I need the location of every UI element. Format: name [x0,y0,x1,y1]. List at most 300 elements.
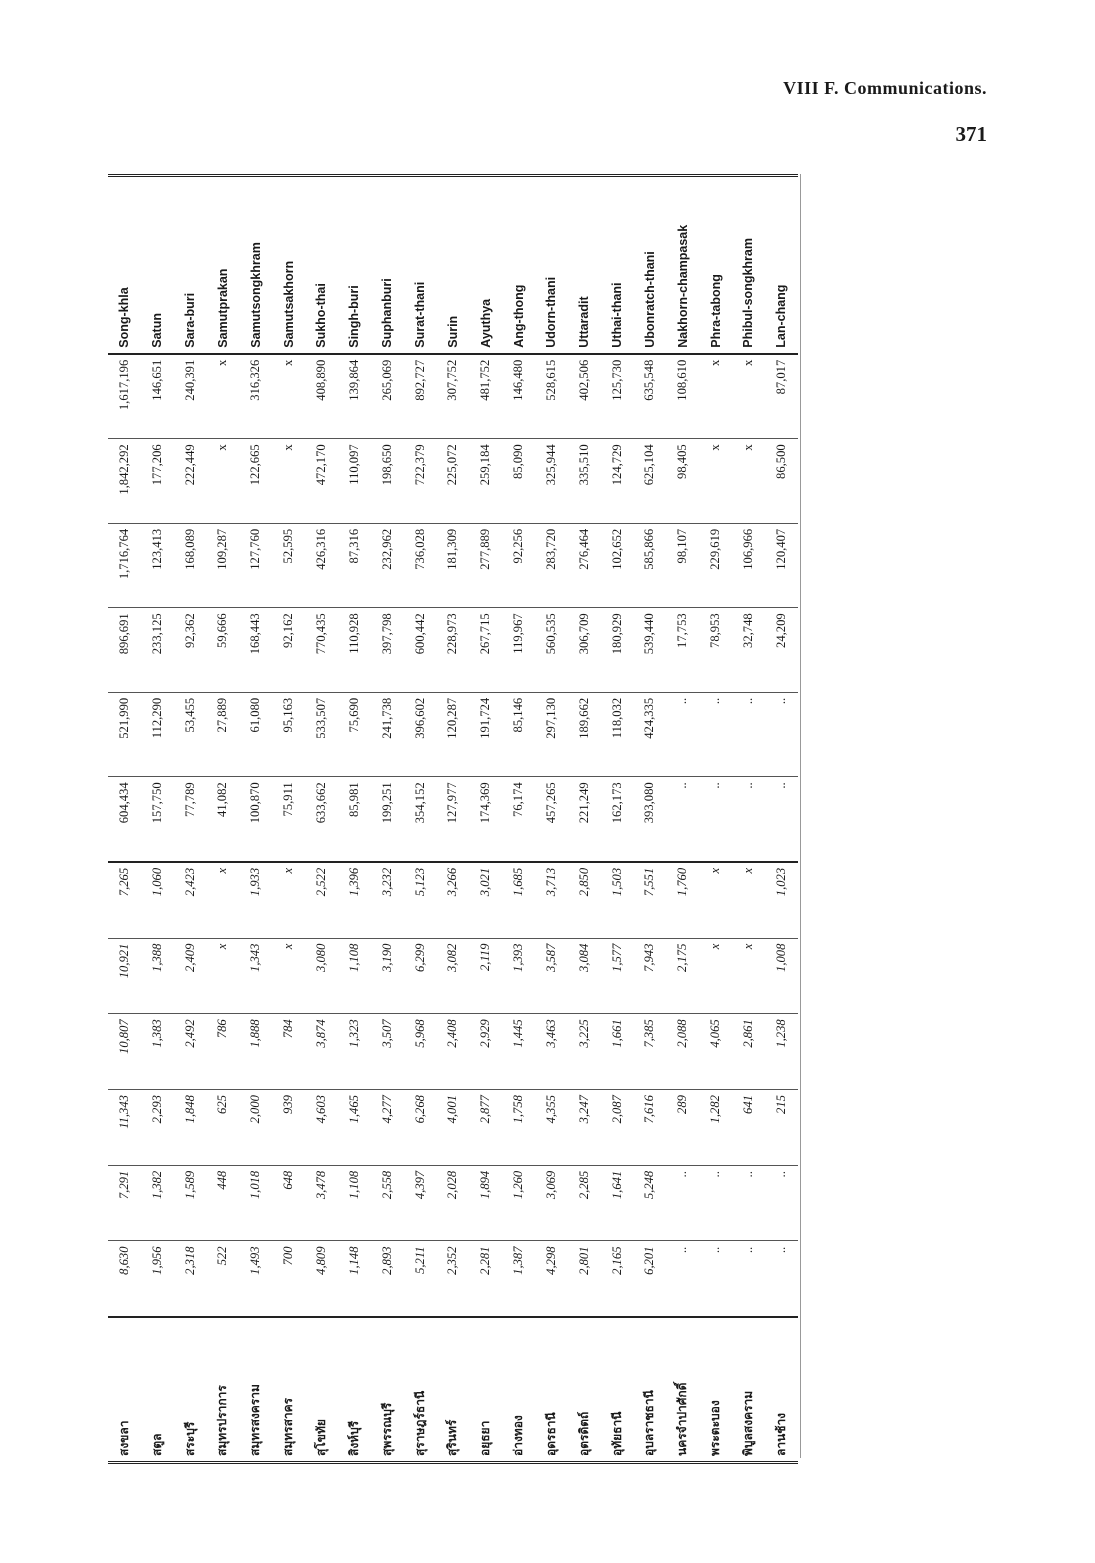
cell-value: 168,089 [174,523,207,608]
cell-value: 722,379 [404,439,437,524]
cell-value: 108,610 [666,354,699,439]
cell-value: 189,662 [568,692,601,777]
province-thai: สมุทรสาคร [272,1317,305,1461]
cell-count: .. [675,1246,690,1253]
cell-value: 539,440 [634,608,667,693]
cell-count: x [732,938,765,1014]
table-row [535,177,568,1461]
cell-value: 61,080 [239,692,272,777]
cell-count: 1,343 [239,938,272,1014]
cell-count: 10,921 [108,938,141,1014]
cell-value: 896,691 [108,608,141,693]
cell-value: 157,750 [141,777,174,862]
cell-value: 533,507 [305,692,338,777]
cell-value: 600,442 [404,608,437,693]
cell-value: 521,990 [108,692,141,777]
cell-count: 648 [272,1165,305,1241]
cell-count: 1,760 [666,862,699,938]
cell-value: 267,715 [469,608,502,693]
cell-value: 106,966 [732,523,765,608]
cell-count: 3,225 [568,1014,601,1090]
cell-value: 396,602 [404,692,437,777]
province-english: Uthai-thani [601,177,634,354]
table-row [371,177,404,1461]
page-edge [800,174,801,1458]
province-english: Udorn-thani [535,177,568,354]
cell-count: 1,396 [338,862,371,938]
cell-count: 2,492 [174,1014,207,1090]
table-row [601,177,634,1461]
cell-count: 2,119 [469,938,502,1014]
cell-count: 215 [765,1090,798,1166]
cell-value: 146,651 [141,354,174,439]
province-english: Phibul-songkhram [732,177,765,354]
cell-value: 86,500 [765,439,798,524]
cell-value: x [207,354,240,439]
cell-count: 3,069 [535,1165,568,1241]
cell-count: 2,165 [609,1246,624,1275]
cell-count: 2,558 [371,1165,404,1241]
cell-value: 92,256 [502,523,535,608]
table-row [338,177,371,1461]
cell-value: 174,369 [469,777,502,862]
cell-count: 1,661 [601,1014,634,1090]
cell-value: 120,287 [436,692,469,777]
cell-value: 635,548 [634,354,667,439]
cell-count: .. [740,1246,755,1253]
cell-count: 1,108 [338,938,371,1014]
cell-count: 2,861 [732,1014,765,1090]
cell-value: 354,152 [404,777,437,862]
province-english: Nakhorn-champasak [666,177,699,354]
table-row [108,177,141,1461]
cell-value: 59,666 [207,608,240,693]
table-row [141,177,174,1461]
cell-count: 3,874 [305,1014,338,1090]
cell-value: 124,729 [601,439,634,524]
cell-count: 5,211 [412,1246,427,1274]
province-thai: สมุทรสงคราม [239,1317,272,1461]
cell-count: 2,352 [445,1246,460,1275]
cell-value: 118,032 [601,692,634,777]
cell-count: 4,001 [436,1090,469,1166]
cell-value: .. [699,777,732,862]
province-english: Uttaradit [568,177,601,354]
cell-count: 2,281 [478,1246,493,1275]
cell-count: 1,888 [239,1014,272,1090]
cell-value: 177,206 [141,439,174,524]
cell-count: x [207,938,240,1014]
cell-count: 2,929 [469,1014,502,1090]
table-row [568,177,601,1461]
cell-value: 408,890 [305,354,338,439]
table-row [765,177,798,1461]
province-english: Phra-tabong [699,177,732,354]
cell-count: 2,293 [141,1090,174,1166]
cell-value: 191,724 [469,692,502,777]
cell-count: 289 [666,1090,699,1166]
cell-value: x [699,439,732,524]
cell-value: 119,967 [502,608,535,693]
cell-value: 560,535 [535,608,568,693]
province-english: Samutprakan [207,177,240,354]
cell-value: .. [699,692,732,777]
cell-value: 1,617,196 [108,354,141,439]
cell-count: 2,318 [182,1246,197,1275]
cell-value: 85,090 [502,439,535,524]
province-thai: อุตรดิตถ์ [568,1317,601,1461]
cell-count: 784 [272,1014,305,1090]
cell-count: 1,589 [174,1165,207,1241]
cell-count: 448 [207,1165,240,1241]
cell-value: 180,929 [601,608,634,693]
cell-value: 585,866 [634,523,667,608]
cell-value: x [732,354,765,439]
table-row [404,177,437,1461]
cell-value: 222,449 [174,439,207,524]
cell-value: 85,981 [338,777,371,862]
cell-value: 75,911 [272,777,305,862]
cell-count: 641 [732,1090,765,1166]
cell-value: 426,316 [305,523,338,608]
cell-count: 1,577 [601,938,634,1014]
cell-value: 32,748 [732,608,765,693]
cell-value: 232,962 [371,523,404,608]
cell-value: x [699,354,732,439]
cell-value: 397,798 [371,608,404,693]
cell-count: 4,298 [543,1246,558,1275]
cell-value: 120,407 [765,523,798,608]
cell-count: 1,445 [502,1014,535,1090]
cell-value: 110,928 [338,608,371,693]
cell-count: 4,065 [699,1014,732,1090]
cell-value: .. [666,777,699,862]
cell-count: 2,087 [601,1090,634,1166]
cell-count: 3,247 [568,1090,601,1166]
cell-value: 98,405 [666,439,699,524]
cell-count: 1,018 [239,1165,272,1241]
cell-value: 233,125 [141,608,174,693]
cell-count: 3,266 [436,862,469,938]
cell-value: .. [765,692,798,777]
cell-count: 1,387 [511,1246,526,1275]
table-row [207,177,240,1461]
cell-value: 892,727 [404,354,437,439]
table-row [469,177,502,1461]
cell-count: 7,551 [634,862,667,938]
cell-count: 2,423 [174,862,207,938]
cell-count: .. [732,1165,765,1241]
province-english: Samutsongkhram [239,177,272,354]
cell-count: 7,291 [108,1165,141,1241]
cell-count: 2,877 [469,1090,502,1166]
cell-value: 24,209 [765,608,798,693]
cell-value: 146,480 [502,354,535,439]
cell-value: x [732,439,765,524]
cell-value: 316,326 [239,354,272,439]
cell-value: 98,107 [666,523,699,608]
cell-count: 4,809 [313,1246,328,1275]
cell-value: 110,097 [338,439,371,524]
cell-value: 53,455 [174,692,207,777]
cell-value: .. [666,692,699,777]
cell-value: 424,335 [634,692,667,777]
province-english: Satun [141,177,174,354]
cell-value: 109,287 [207,523,240,608]
cell-value: 736,028 [404,523,437,608]
table-row [699,177,732,1461]
table-row [305,177,338,1461]
cell-value: 1,716,764 [108,523,141,608]
cell-value: 265,069 [371,354,404,439]
province-thai: สตูล [141,1317,174,1461]
cell-count: x [699,938,732,1014]
cell-count: 4,603 [305,1090,338,1166]
cell-count: 1,641 [601,1165,634,1241]
cell-count: 2,285 [568,1165,601,1241]
cell-count: 3,478 [305,1165,338,1241]
cell-value: x [207,439,240,524]
cell-count: 1,685 [502,862,535,938]
cell-count: 11,343 [108,1090,141,1166]
cell-value: 402,506 [568,354,601,439]
cell-count: 2,801 [576,1246,591,1275]
cell-value: 259,184 [469,439,502,524]
cell-count: 4,355 [535,1090,568,1166]
province-thai: สงขลา [108,1317,141,1461]
cell-count: 2,409 [174,938,207,1014]
cell-count: 2,850 [568,862,601,938]
statistics-table [108,174,798,1464]
cell-count: 1,933 [239,862,272,938]
cell-count: 10,807 [108,1014,141,1090]
cell-value: 168,443 [239,608,272,693]
cell-count: 625 [207,1090,240,1166]
table-row [502,177,535,1461]
cell-value: 283,720 [535,523,568,608]
province-english: Ayuthya [469,177,502,354]
page-number: 371 [955,122,987,146]
province-english: Samutsakhorn [272,177,305,354]
province-english: Suphanburi [371,177,404,354]
cell-value: 240,391 [174,354,207,439]
province-thai: สมุทรปราการ [207,1317,240,1461]
province-thai: สุพรรณบุรี [371,1317,404,1461]
cell-value: x [272,439,305,524]
cell-count: 1,023 [765,862,798,938]
cell-count: 3,021 [469,862,502,938]
cell-count: 4,397 [404,1165,437,1241]
province-english: Song-khla [108,177,141,354]
table-row [732,177,765,1461]
table-row [666,177,699,1461]
cell-value: 297,130 [535,692,568,777]
cell-count: 1,008 [765,938,798,1014]
cell-count: x [207,862,240,938]
cell-value: 75,690 [338,692,371,777]
cell-count: .. [666,1165,699,1241]
cell-count: 1,148 [346,1246,361,1275]
cell-count: 1,894 [469,1165,502,1241]
cell-value: 335,510 [568,439,601,524]
cell-value: 307,752 [436,354,469,439]
cell-value: 41,082 [207,777,240,862]
cell-count: x [272,938,305,1014]
cell-value: 87,017 [765,354,798,439]
cell-value: 102,652 [601,523,634,608]
cell-value: 241,738 [371,692,404,777]
cell-count: 1,388 [141,938,174,1014]
cell-count: 1,260 [502,1165,535,1241]
cell-count: 1,758 [502,1090,535,1166]
cell-value: 229,619 [699,523,732,608]
cell-value: 625,104 [634,439,667,524]
table-row [174,177,207,1461]
cell-value: .. [732,692,765,777]
cell-value: 100,870 [239,777,272,862]
cell-value: 95,163 [272,692,305,777]
cell-value: 125,730 [601,354,634,439]
province-thai: นครจำปาศักดิ์ [666,1317,699,1461]
province-thai: พิบูลสงคราม [732,1317,765,1461]
province-thai: สุราษฎร์ธานี [404,1317,437,1461]
cell-value: 139,864 [338,354,371,439]
province-thai: อยุธยา [469,1317,502,1461]
cell-count: 1,393 [502,938,535,1014]
cell-count: 7,385 [634,1014,667,1090]
cell-count: 4,277 [371,1090,404,1166]
cell-count: 8,630 [116,1246,131,1275]
cell-count: 1,383 [141,1014,174,1090]
cell-count: 1,956 [149,1246,164,1275]
cell-value: 228,973 [436,608,469,693]
cell-value: 306,709 [568,608,601,693]
cell-value: 528,615 [535,354,568,439]
cell-count: .. [773,1246,788,1253]
cell-count: 2,893 [379,1246,394,1275]
cell-value: 92,362 [174,608,207,693]
cell-value: 127,760 [239,523,272,608]
cell-count: 2,088 [666,1014,699,1090]
cell-count: .. [699,1165,732,1241]
cell-count: 7,265 [108,862,141,938]
cell-value: .. [732,777,765,862]
province-thai: อุทัยธานี [601,1317,634,1461]
cell-count: 6,201 [642,1246,657,1275]
cell-count: 1,493 [248,1246,263,1275]
province-thai: ลานช้าง [765,1317,798,1461]
cell-count: 2,000 [239,1090,272,1166]
cell-count: 786 [207,1014,240,1090]
cell-count: 6,299 [404,938,437,1014]
cell-value: 225,072 [436,439,469,524]
cell-count: 1,108 [338,1165,371,1241]
cell-count: 700 [281,1246,296,1266]
cell-value: 52,595 [272,523,305,608]
cell-count: 3,713 [535,862,568,938]
cell-value: 276,464 [568,523,601,608]
communications-table [108,177,798,1461]
cell-value: 85,146 [502,692,535,777]
cell-value: 27,889 [207,692,240,777]
cell-count: 7,943 [634,938,667,1014]
cell-count: 2,408 [436,1014,469,1090]
province-english: Ubonratch-thani [634,177,667,354]
table-row [634,177,667,1461]
cell-count: x [272,862,305,938]
cell-count: 1,848 [174,1090,207,1166]
cell-value: 393,080 [634,777,667,862]
cell-value: 87,316 [338,523,371,608]
cell-value: 123,413 [141,523,174,608]
cell-count: 1,282 [699,1090,732,1166]
table-row [272,177,305,1461]
cell-value: 604,434 [108,777,141,862]
cell-value: 112,290 [141,692,174,777]
cell-value: 17,753 [666,608,699,693]
cell-count: 5,248 [634,1165,667,1241]
province-english: Ang-thong [502,177,535,354]
cell-count: 3,587 [535,938,568,1014]
cell-count: 1,238 [765,1014,798,1090]
cell-count: 3,080 [305,938,338,1014]
cell-count: 7,616 [634,1090,667,1166]
cell-count: 1,060 [141,862,174,938]
cell-count: x [732,862,765,938]
cell-count: .. [708,1246,723,1253]
cell-value: 325,944 [535,439,568,524]
cell-count: 1,382 [141,1165,174,1241]
cell-count: 6,268 [404,1090,437,1166]
cell-count: 2,175 [666,938,699,1014]
cell-value: 770,435 [305,608,338,693]
cell-count: 2,028 [436,1165,469,1241]
cell-value: 457,265 [535,777,568,862]
section-header: VIII F. Communications. [783,78,987,98]
province-thai: อุบลราชธานี [634,1317,667,1461]
cell-value: x [272,354,305,439]
cell-count: 5,123 [404,862,437,938]
province-english: Sukho-thai [305,177,338,354]
cell-value: 78,953 [699,608,732,693]
cell-count: 2,522 [305,862,338,938]
cell-count: 3,190 [371,938,404,1014]
province-english: Surat-thani [404,177,437,354]
cell-value: 181,309 [436,523,469,608]
cell-value: 472,170 [305,439,338,524]
cell-count: 3,507 [371,1014,404,1090]
cell-value: 77,789 [174,777,207,862]
cell-count: .. [765,1165,798,1241]
cell-value: 481,752 [469,354,502,439]
province-english: Surin [436,177,469,354]
province-thai: สิงห์บุรี [338,1317,371,1461]
cell-value: 127,977 [436,777,469,862]
cell-value: 92,162 [272,608,305,693]
province-thai: อ่างทอง [502,1317,535,1461]
cell-value: 76,174 [502,777,535,862]
province-thai: สุรินทร์ [436,1317,469,1461]
cell-count: 3,082 [436,938,469,1014]
province-thai: พระตะบอง [699,1317,732,1461]
cell-value: 122,665 [239,439,272,524]
cell-count: 1,465 [338,1090,371,1166]
cell-value: .. [765,777,798,862]
cell-count: 1,323 [338,1014,371,1090]
cell-count: 522 [215,1246,230,1266]
cell-value: 198,650 [371,439,404,524]
province-thai: อุดรธานี [535,1317,568,1461]
